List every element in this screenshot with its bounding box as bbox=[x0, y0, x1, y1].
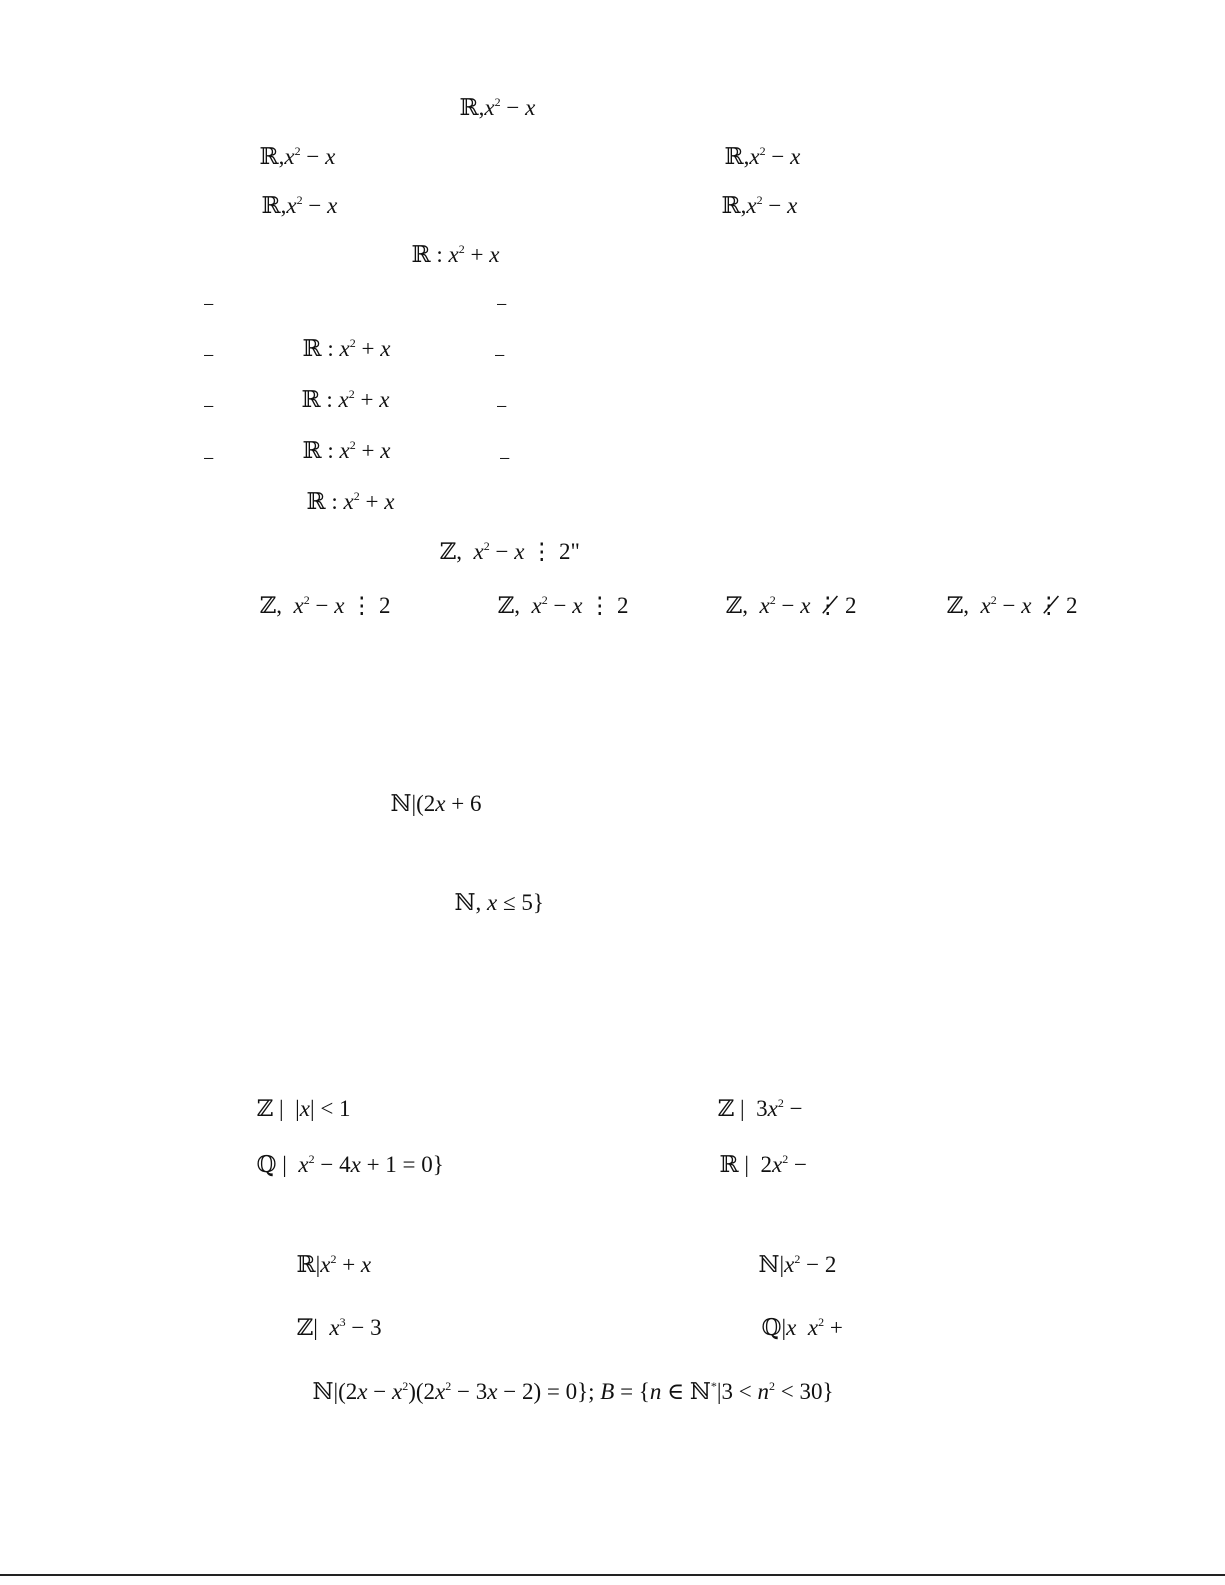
q2-option-b-dash-right: − bbox=[494, 345, 506, 367]
q6-option-c[interactable]: ℚ | $x^2 - 4x + 1 = 0$} bbox=[256, 1152, 444, 1177]
q2-stem-expression: ℝ : $x^2 + x$ bbox=[411, 242, 500, 267]
q2-option-a-dash-right: − bbox=[496, 294, 508, 316]
q7-option-a[interactable]: $ℝ|x^2 + x$ bbox=[296, 1252, 372, 1277]
q2-option-d[interactable]: ℝ : $x^2 + x$ bbox=[306, 489, 395, 514]
q2-option-c-dash-left: − bbox=[203, 396, 215, 418]
q4-set-expression: ℕ|(2x + 6 bbox=[390, 791, 482, 816]
q2-option-b-dash-left: − bbox=[203, 345, 215, 367]
q6-option-a[interactable]: ℤ | |x| < 1 bbox=[256, 1096, 351, 1121]
q3-stem-expression: ℤ, $x^2 - x$ ⋮ 2" bbox=[439, 539, 580, 564]
q8-sets-expression: ℕ|(2x − $x^2)(2x^2 - 3x - 2) = 0$}; B = {n ∈ ℕ*|3 < $n^2 < 30$} bbox=[312, 1379, 834, 1404]
q1-option-d[interactable]: $ℝ,x^2 - x$ bbox=[721, 193, 798, 218]
q1-option-c[interactable]: $ℝ,x^2 - x$ bbox=[261, 193, 338, 218]
q7-option-c[interactable]: ℤ| $x^3 - 3$ bbox=[296, 1315, 382, 1340]
q5-set-expression: ℕ, x ≤ 5} bbox=[454, 890, 544, 915]
q2-option-c-dash-right: − bbox=[496, 396, 508, 418]
q6-option-d[interactable]: ℝ | $2x^2$ − bbox=[719, 1152, 807, 1177]
q2-option-a-dash-left: − bbox=[203, 294, 215, 316]
q1-option-b[interactable]: $ℝ,x^2 - x$ bbox=[724, 144, 801, 169]
q2-option-a[interactable]: ℝ : $x^2 + x$ bbox=[302, 336, 391, 361]
q1-option-a[interactable]: $ℝ,x^2 - x$ bbox=[259, 144, 336, 169]
q6-option-b[interactable]: ℤ | $3x^2$ − bbox=[717, 1096, 803, 1121]
q3-option-c[interactable]: ℤ, $x^2 - x$ ⋮̸ 2 bbox=[725, 593, 857, 618]
q3-option-a[interactable]: ℤ, $x^2 - x$ ⋮ 2 bbox=[259, 593, 391, 618]
q7-option-b[interactable]: $ℕ|x^2 - 2$ bbox=[758, 1252, 837, 1277]
q3-option-b[interactable]: ℤ, $x^2 - x$ ⋮ 2 bbox=[497, 593, 629, 618]
q2-option-c[interactable]: ℝ : $x^2 + x$ bbox=[302, 438, 391, 463]
q3-option-d[interactable]: ℤ, $x^2 - x$ ⋮̸ 2 bbox=[946, 593, 1078, 618]
q2-option-d-dash-right: − bbox=[499, 448, 511, 470]
q1-stem-expression: $ℝ,x^2 - x$ bbox=[459, 95, 536, 120]
q2-option-d-dash-left: − bbox=[203, 448, 215, 470]
q2-option-b[interactable]: ℝ : $x^2 + x$ bbox=[301, 387, 390, 412]
page-bottom-rule bbox=[0, 1574, 1225, 1576]
q7-option-d[interactable]: ℚ|x $x^2$ + bbox=[761, 1315, 843, 1340]
